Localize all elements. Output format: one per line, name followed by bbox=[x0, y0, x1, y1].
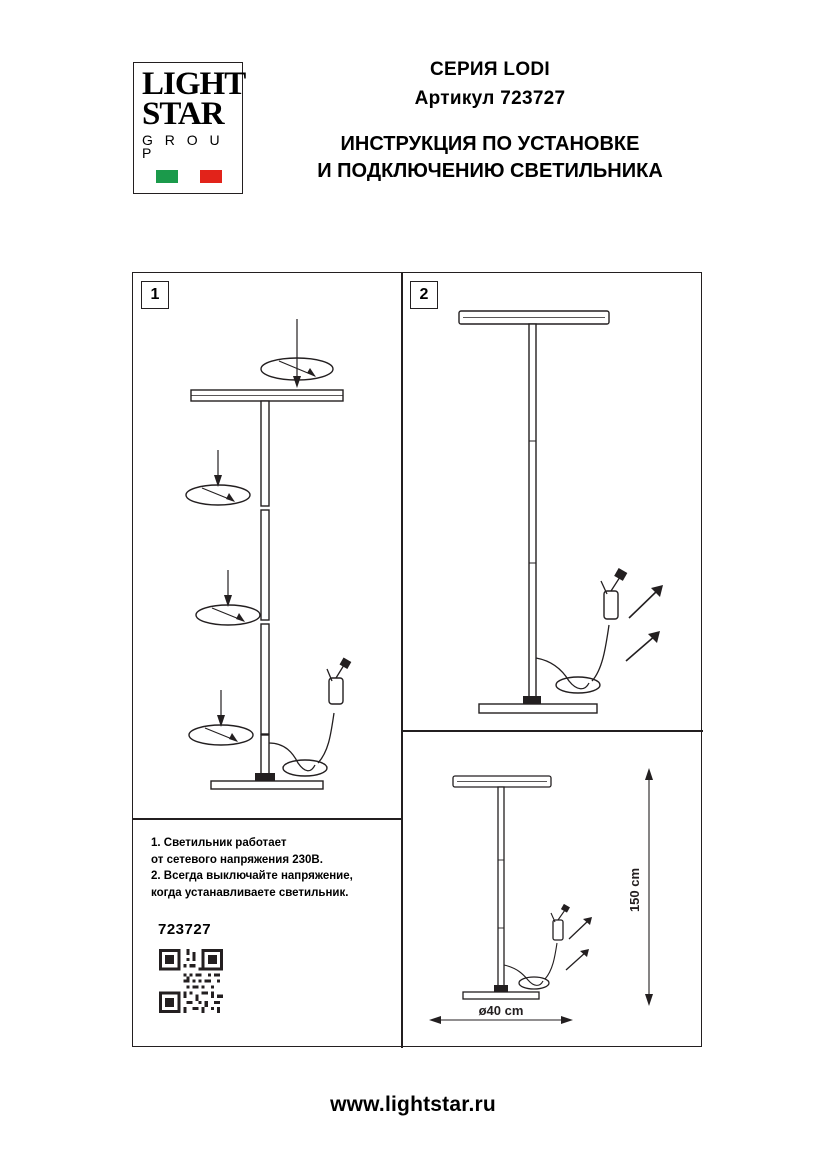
note-line-1: 1. Светильник работает bbox=[151, 837, 287, 849]
logo-wordmark bbox=[142, 66, 246, 161]
article-number: Артикул 723727 bbox=[414, 87, 566, 109]
logo-line-2: STAR bbox=[142, 96, 224, 133]
note-line-3: 2. Всегда выключайте напряжение, bbox=[151, 870, 353, 883]
frame-left-horizontal-divider bbox=[133, 818, 401, 820]
height-dimension-label: 150 cm bbox=[627, 867, 642, 913]
instruction-title-line-2: И ПОДКЛЮЧЕНИЮ СВЕТИЛЬНИКА bbox=[317, 160, 663, 182]
diameter-dimension-label: ø40 cm bbox=[478, 1003, 524, 1018]
series-name: СЕРИЯ LODI bbox=[429, 59, 551, 80]
safety-notes bbox=[151, 835, 381, 902]
instruction-diagram-frame bbox=[132, 272, 702, 1047]
dimensions-drawing bbox=[401, 730, 703, 1048]
step-2-assembled-drawing bbox=[401, 273, 703, 730]
step-1-badge: 1 bbox=[141, 281, 169, 309]
document-header bbox=[0, 0, 826, 230]
logo-line-3: G R O U P bbox=[142, 131, 224, 161]
qr-code bbox=[155, 945, 227, 1017]
footer-website: www.lightstar.ru bbox=[330, 1093, 496, 1116]
article-code-label: 723727 bbox=[158, 921, 212, 938]
instruction-title-line-1: ИНСТРУКЦИЯ ПО УСТАНОВКЕ bbox=[340, 133, 640, 155]
note-line-4: когда устанавливаете светильник. bbox=[151, 887, 349, 900]
step-1-assembly-drawing bbox=[133, 273, 401, 818]
step-2-badge: 2 bbox=[410, 281, 438, 309]
header-titles bbox=[270, 56, 710, 185]
logo-line-1: LIGHT bbox=[142, 66, 246, 102]
note-line-2: от сетевого напряжения 230В. bbox=[151, 853, 323, 866]
italian-flag-icon bbox=[156, 170, 222, 183]
brand-logo bbox=[133, 62, 246, 194]
